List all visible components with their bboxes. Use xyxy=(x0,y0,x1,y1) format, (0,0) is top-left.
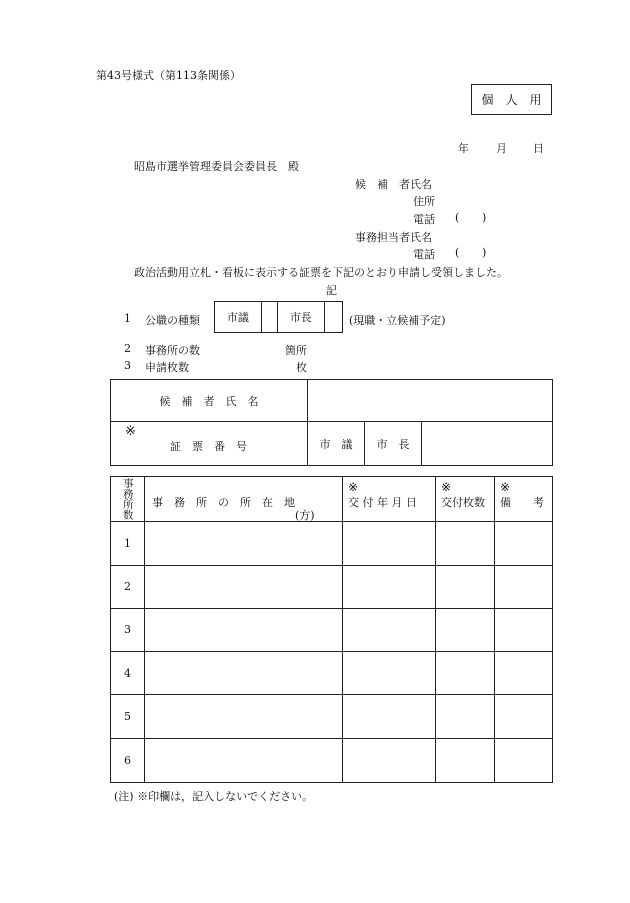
office-table xyxy=(110,476,553,783)
item1-label: 公職の種類 xyxy=(145,314,200,327)
issue-count-cell[interactable] xyxy=(436,608,495,651)
table-row xyxy=(111,695,553,738)
item2-number: 2 xyxy=(124,342,131,355)
remarks-mark: ※ xyxy=(500,480,511,494)
location-label: 事 務 所 の 所 在 地 xyxy=(152,496,295,509)
issue-count-cell[interactable] xyxy=(436,522,495,565)
item3-label: 申請枚数 xyxy=(145,361,189,374)
table-row xyxy=(111,652,553,695)
personal-use-box xyxy=(471,84,552,115)
phone-label-2: 電話 xyxy=(413,248,435,261)
candidate-name-header: 候 補 者 氏 名 xyxy=(111,380,308,422)
issue-count-header xyxy=(436,477,495,522)
remarks-label: 備 考 xyxy=(500,496,544,509)
item2-label: 事務所の数 xyxy=(145,344,200,357)
item2-unit: 箇所 xyxy=(285,344,307,357)
issue-date-cell[interactable] xyxy=(343,695,436,738)
issue-count-label: 交付枚数 xyxy=(441,496,485,509)
office-type-shicho-check[interactable] xyxy=(325,302,343,333)
table-row xyxy=(111,522,553,565)
remarks-cell[interactable] xyxy=(495,522,553,565)
office-type-shigi: 市議 xyxy=(215,302,262,333)
personal-use-label: 個 人 用 xyxy=(481,93,542,107)
row-number: 1 xyxy=(111,522,145,565)
remarks-cell[interactable] xyxy=(495,652,553,695)
addressee: 昭島市選挙管理委員会委員長 殿 xyxy=(134,160,299,173)
cert-number-field[interactable] xyxy=(422,422,553,466)
statement: 政治活動用立札・看板に表示する証票を下記のとおり申請し受領しました。 xyxy=(134,266,508,279)
ki-label: 記 xyxy=(326,284,337,297)
candidate-name-field[interactable] xyxy=(308,380,553,422)
office-type-shigi-check[interactable] xyxy=(261,302,277,333)
location-cell[interactable] xyxy=(145,522,343,565)
phone-paren-close-1: ) xyxy=(482,211,487,224)
row-number: 3 xyxy=(111,608,145,651)
issue-count-cell[interactable] xyxy=(436,652,495,695)
issue-date-cell[interactable] xyxy=(343,738,436,782)
cert-number-header xyxy=(111,422,308,466)
form-number: 第43号様式（第113条関係） xyxy=(96,69,241,82)
office-type-shicho: 市長 xyxy=(277,302,325,333)
phone-paren-open-2: ( xyxy=(455,246,460,259)
remarks-cell[interactable] xyxy=(495,565,553,608)
location-cell[interactable] xyxy=(145,565,343,608)
date-day: 日 xyxy=(533,142,544,155)
location-cell[interactable] xyxy=(145,695,343,738)
location-sub-label: (方) xyxy=(295,509,315,522)
issue-date-cell[interactable] xyxy=(343,565,436,608)
issue-count-cell[interactable] xyxy=(436,695,495,738)
phone-label-1: 電話 xyxy=(413,213,435,226)
table-row xyxy=(111,738,553,782)
candidate-table xyxy=(110,379,553,466)
issue-date-mark: ※ xyxy=(348,480,359,494)
remarks-cell[interactable] xyxy=(495,695,553,738)
table-row xyxy=(111,608,553,651)
issue-date-cell[interactable] xyxy=(343,608,436,651)
office-count-label: 事務所数 xyxy=(121,478,134,521)
remarks-header xyxy=(495,477,553,522)
row-number: 5 xyxy=(111,695,145,738)
remarks-cell[interactable] xyxy=(495,738,553,782)
issue-count-cell[interactable] xyxy=(436,738,495,782)
item3-number: 3 xyxy=(124,359,131,372)
cert-number-label: 証 票 番 号 xyxy=(170,440,247,453)
cert-shicho: 市 長 xyxy=(365,422,422,466)
remarks-cell[interactable] xyxy=(495,608,553,651)
issue-date-cell[interactable] xyxy=(343,522,436,565)
address-label: 住所 xyxy=(413,195,435,208)
location-cell[interactable] xyxy=(145,738,343,782)
table-row xyxy=(111,565,553,608)
issue-count-cell[interactable] xyxy=(436,565,495,608)
issue-date-label: 交 付 年 月 日 xyxy=(348,496,417,509)
date-month: 月 xyxy=(496,142,507,155)
issue-date-cell[interactable] xyxy=(343,652,436,695)
location-cell[interactable] xyxy=(145,652,343,695)
row-number: 2 xyxy=(111,565,145,608)
office-count-header xyxy=(111,477,145,522)
phone-paren-open-1: ( xyxy=(455,211,460,224)
candidate-name-label: 候 補 者氏名 xyxy=(355,178,432,191)
office-type-table xyxy=(214,301,343,333)
date-year: 年 xyxy=(458,142,469,155)
footnote: (注) ※印欄は，記入しないでください。 xyxy=(114,790,314,803)
row-number: 6 xyxy=(111,738,145,782)
cert-shigi: 市 議 xyxy=(308,422,365,466)
location-header xyxy=(145,477,343,522)
location-cell[interactable] xyxy=(145,608,343,651)
staff-name-label: 事務担当者氏名 xyxy=(355,231,432,244)
item3-unit: 枚 xyxy=(296,361,307,374)
phone-paren-close-2: ) xyxy=(482,246,487,259)
item1-note: (現職・立候補予定) xyxy=(349,314,446,327)
cert-mark: ※ xyxy=(125,424,136,439)
issue-count-mark: ※ xyxy=(441,480,452,494)
item1-number: 1 xyxy=(124,312,131,325)
issue-date-header xyxy=(343,477,436,522)
row-number: 4 xyxy=(111,652,145,695)
